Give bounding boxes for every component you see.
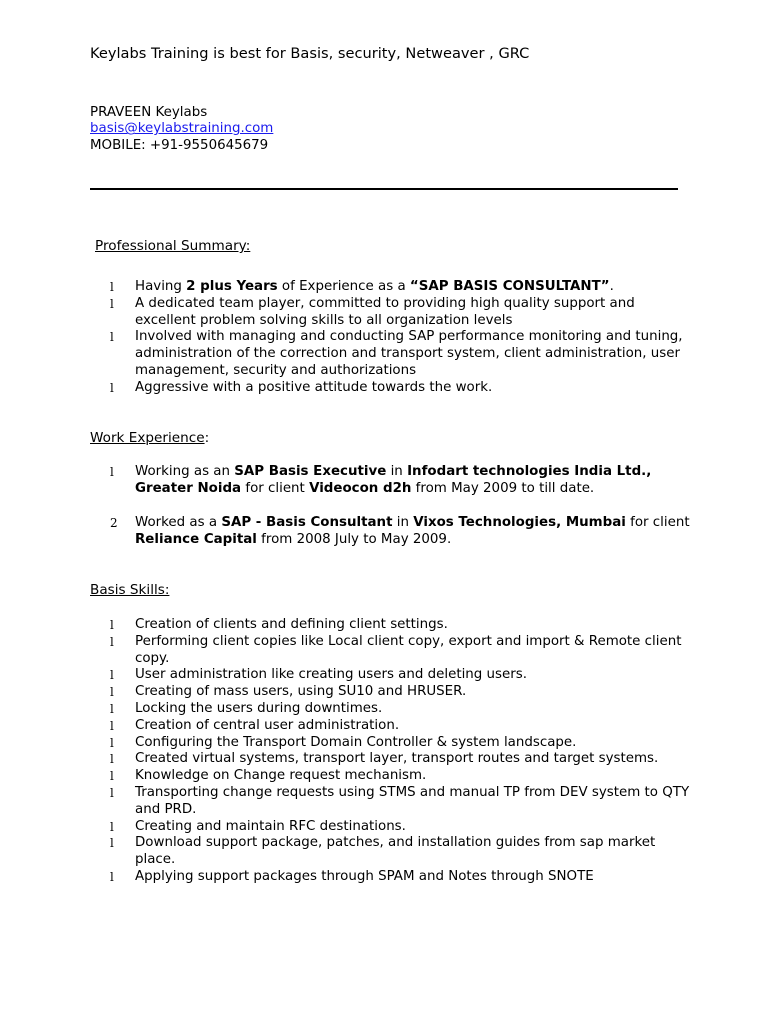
list-item [110,835,690,869]
work-bold: Videocon d2h [309,480,412,496]
list-item [110,515,690,549]
list-item [110,718,690,735]
work-text: Working as an [135,464,235,479]
list-item [110,296,690,330]
bullet-glyph: l [110,330,114,345]
work-text: Worked as a [135,515,222,530]
bullet-glyph: l [110,735,114,750]
list-item [110,869,690,886]
skill-text: Creating of mass users, using SU10 and HRUSER. [135,684,467,700]
list-item [110,819,690,836]
bullet-glyph: l [110,685,114,700]
skill-text: User administration like creating users and deleting users. [135,667,527,683]
bullet-glyph: l [110,380,114,395]
bullet-glyph: l [110,752,114,767]
skill-text: Download support package, patches, and installation guides from sap market place. [135,835,656,868]
work-bold: SAP Basis Executive [234,464,387,479]
list-item [110,751,690,768]
skill-text: Created virtual systems, transport layer, transport routes and target systems. [135,751,659,767]
list-item [110,329,690,379]
list-item [110,684,690,701]
skill-text: Creating and maintain RFC destinations. [135,818,406,834]
skill-text: Locking the users during downtimes. [135,700,383,716]
list-item [110,279,690,296]
work-experience-list [110,464,690,498]
work-bold: Reliance Capital [135,531,257,547]
basis-skills-heading: Basis Skills: [90,582,170,598]
work-text: in [386,464,408,479]
bullet-glyph: l [110,296,114,311]
list-item [110,701,690,718]
bullet-glyph: l [110,634,114,649]
list-item [110,735,690,752]
basis-skills-list [110,617,690,886]
email-link[interactable]: basis@keylabstraining.com [90,121,274,137]
work-bold: SAP - Basis Consultant [221,515,393,530]
skill-text: Knowledge on Change request mechanism. [135,768,427,784]
summary-bold: 2 plus Years [186,279,278,294]
work-bold: Vixos Technologies, Mumbai [413,515,626,530]
horizontal-divider [90,188,678,190]
list-item [110,667,690,684]
work-text: for client [625,515,690,530]
heading-colon: : [204,430,210,446]
bullet-glyph: l [110,465,114,479]
bullet-glyph: l [110,668,114,683]
skill-text: Performing client copies like Local client copy, export and import & Remote client copy. [135,633,682,666]
list-item [110,464,690,498]
bullet-glyph: l [110,701,114,716]
work-experience-heading-row [90,430,209,447]
professional-summary-heading: Professional Summary: [95,238,251,254]
list-item [110,634,690,668]
summary-text: Involved with managing and conducting SAP performance monitoring and tuning, administration of the correction and transport system, client administration, user management, security and authorizations [135,329,683,378]
bullet-glyph: l [110,769,114,784]
list-item [110,380,690,397]
work-text: from 2008 July to May 2009. [256,531,452,547]
work-text: from May 2009 to till date. [411,480,595,496]
skill-text: Creation of clients and defining client settings. [135,617,448,632]
list-item [110,785,690,819]
bullet-glyph: l [110,836,114,851]
summary-text: Having [135,279,187,294]
list-item [110,617,690,634]
summary-bold: “SAP BASIS CONSULTANT” [409,279,610,294]
skill-text: Creation of central user administration. [135,717,400,733]
bullet-glyph: l [110,618,114,632]
bullet-glyph: l [110,280,114,294]
work-text: in [392,515,414,530]
work-experience-heading: Work Experience [90,430,205,446]
work-experience-list-2 [110,515,690,549]
summary-text: of Experience as a [277,279,410,294]
bullet-glyph: l [110,819,114,834]
skill-text: Transporting change requests using STMS and manual TP from DEV system to QTY and PRD. [135,784,690,817]
bullet-glyph: 2 [110,516,118,530]
bullet-glyph: l [110,785,114,800]
bullet-glyph: l [110,869,114,884]
page-title: Keylabs Training is best for Basis, security, Netweaver , GRC [90,45,530,62]
contact-block [90,105,273,154]
contact-mobile: MOBILE: +91-9550645679 [90,137,269,153]
summary-text: Aggressive with a positive attitude towards the work. [135,379,493,395]
bullet-glyph: l [110,718,114,733]
summary-text: A dedicated team player, committed to providing high quality support and excellent problem solving skills to all organization levels [135,295,635,328]
contact-name: PRAVEEN Keylabs [90,105,208,120]
work-text: for client [241,480,310,496]
skill-text: Configuring the Transport Domain Controller & system landscape. [135,734,577,750]
skill-text: Applying support packages through SPAM and Notes through SNOTE [135,868,594,884]
professional-summary-list [110,279,690,397]
summary-text: . [609,279,614,294]
work-bold: Infodart technologies India Ltd., Greater Noida [135,464,652,496]
list-item [110,768,690,785]
